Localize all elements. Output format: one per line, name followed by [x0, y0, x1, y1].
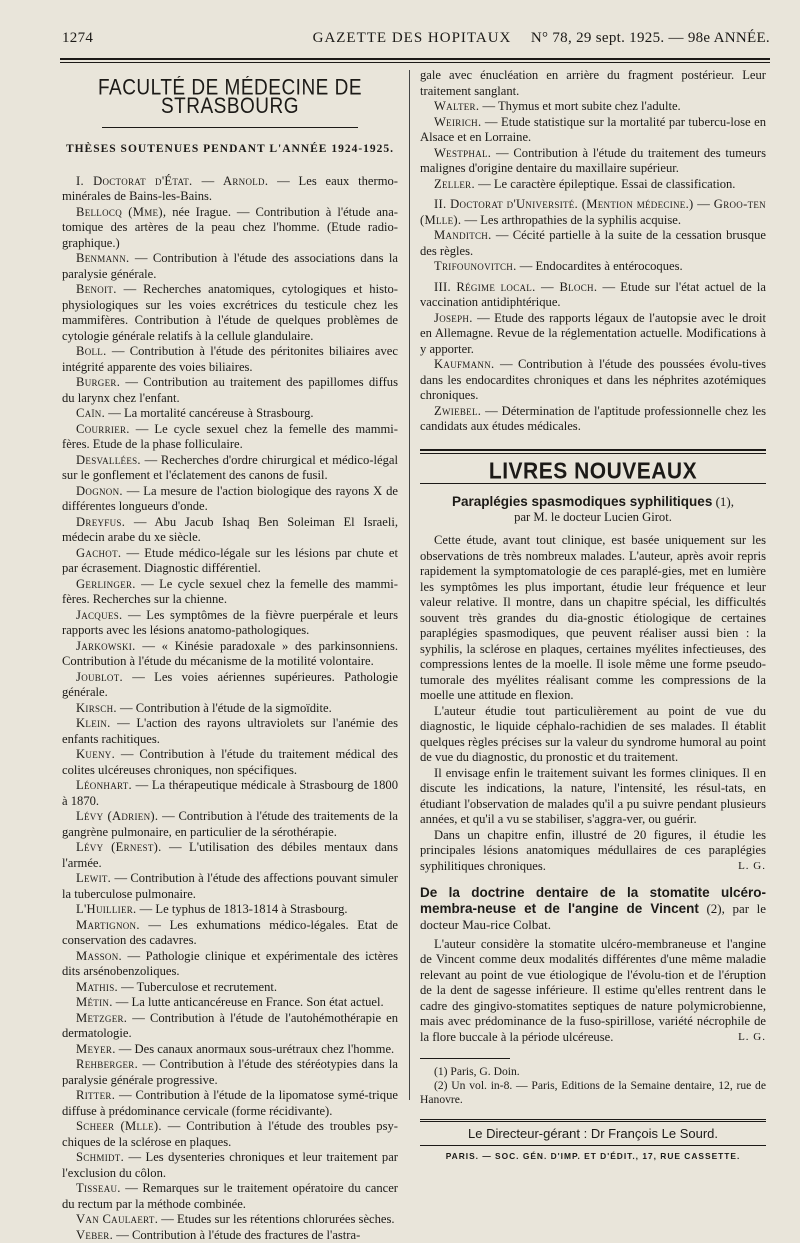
review-signature: L. G. — [420, 1030, 766, 1046]
thesis-author: Jacques. — [76, 608, 122, 622]
thesis-title: — Contribution à l'étude de la lipomatose symé-trique diffuse à prédominance cervicale (forme récidivante). — [62, 1088, 398, 1118]
thesis-entry — [62, 406, 398, 422]
review-paragraph: Cette étude, avant tout clinique, est basée uniquement sur les observations de très nombreux malades. L'auteur, après avoir repris rapidement la symptomatologie de ces paraplé-gies, met en lumière les symptômes les plus important, étudie leur fréquence et leur valeur relative. Il montre, dans un chapitre spécial, les difficultés souvent très grandes du dia-gnostic étiologique de certaines paraplégies spasmodiques, que peuvent réaliser aussi bien : la syphilis, la sclérose en plaques, certaines myélites infectieuses, des compressions lentes de la moelle. Il isole même une forme pseudo-tumorale des myélites réalisant comme les compressions de la moelle une attitude en flexion. — [420, 533, 766, 704]
thesis-entry — [420, 280, 766, 311]
thesis-title: — Remarques sur le traitement opératoire du cancer du rectum par la méthode combinée. — [62, 1181, 398, 1211]
thesis-entry — [62, 375, 398, 406]
thesis-entry — [62, 778, 398, 809]
thesis-title: — Etude des rapports légaux de l'autopsie avec le droit en Allemagne. Revue de la réglementation actuelle. Modifications à y apporter. — [420, 311, 766, 356]
thesis-title: — Endocardites à entérocoques. — [517, 259, 683, 273]
thesis-author: Desvallées. — [76, 453, 141, 467]
printer-imprint: PARIS. — SOC. GÉN. D'IMP. ET D'ÉDIT., 17, RUE CASSETTE. — [420, 1149, 766, 1165]
book2-review — [420, 937, 766, 1046]
page-header — [54, 28, 770, 52]
thesis-title: — La mortalité cancéreuse à Strasbourg. — [105, 406, 314, 420]
thesis-title: — Pathologie clinique et expérimentale des ictères dits arsénobenzoliques. — [62, 949, 398, 979]
thesis-entry — [62, 701, 398, 717]
thesis-entry — [62, 344, 398, 375]
thesis-author: Joseph. — [434, 311, 473, 325]
thesis-title: — Contribution au traitement des papillomes diffus du larynx chez l'enfant. — [62, 375, 398, 405]
directeur-gerant: Le Directeur-gérant : Dr François Le Sourd. — [420, 1126, 766, 1142]
thesis-title: — Contribution à l'étude des traitements de la gangrène pulmonaire, en particulier de la sérothérapie. — [62, 809, 398, 839]
book1-title: Paraplégies spasmodiques syphilitiques (1), — [420, 494, 766, 510]
thesis-author: Veber. — [76, 1228, 113, 1242]
thesis-title: — Les arthropathies de la syphilis acquise. — [461, 213, 681, 227]
thesis-author: Kaufmann. — [434, 357, 494, 371]
thesis-title: — Etude médico-légale sur les lésions par chute et par écrasement. Diagnostic différentiel. — [62, 546, 398, 576]
thesis-title: — Etude statistique sur la mortalité par tubercu-lose en Alsace et en Lorraine. — [420, 115, 766, 145]
thesis-author: Walter. — [434, 99, 479, 113]
thesis-entry — [62, 871, 398, 902]
thesis-title: — Thymus et mort subite chez l'adulte. — [479, 99, 680, 113]
thesis-author: Zwiebel. — [434, 404, 481, 418]
thesis-title: — Etudes sur les rétentions chlorurées sèches. — [158, 1212, 394, 1226]
thesis-author: Courrier. — [76, 422, 130, 436]
thesis-entry — [62, 995, 398, 1011]
right-column — [420, 68, 766, 1165]
thesis-entry — [62, 809, 398, 840]
thesis-author: Burger. — [76, 375, 120, 389]
thesis-entry — [62, 902, 398, 918]
thesis-entry — [420, 99, 766, 115]
theses-list — [62, 174, 398, 1243]
thesis-title: — Contribution à l'étude des fractures de l'astra- — [113, 1228, 360, 1242]
thesis-title: — Les exhumations médico-légales. Etat de conservation des cadavres. — [62, 918, 398, 948]
thesis-author: Lévy (Ernest). — [76, 840, 162, 854]
thesis-title: — Contribution à l'étude des stéréotypies dans la paralysie générale progressive. — [62, 1057, 398, 1087]
page-number: 1274 — [62, 30, 93, 47]
thesis-author: Van Caulaert. — [76, 1212, 158, 1226]
thesis-entry — [62, 747, 398, 778]
review-paragraph: L'auteur étudie tout particulièrement au point de vue du diagnostic, le liquide céphalo-rachidien de ses malades. Il établit quelques règles précises sur la valeur du syndrome humoral au point de vue du diagnostic, du pronostic et du traitement. — [420, 704, 766, 766]
thesis-title: — Cécité partielle à la suite de la cessation brusque des règles. — [420, 228, 766, 258]
thesis-author: III. Régime local. — Bloch. — [434, 280, 597, 294]
thesis-title: — Abu Jacub Ishaq Ben Soleiman El Israeli, médecin arabe du xe siècle. — [62, 515, 398, 545]
thesis-author: Klein. — [76, 716, 111, 730]
thesis-title: — Les symptômes de la fièvre puerpérale et leurs rapports avec les lésions anatomo-pathologiques. — [62, 608, 398, 638]
thesis-title: — Tuberculose et recrutement. — [118, 980, 277, 994]
section-rule — [420, 449, 766, 454]
thesis-entry — [420, 404, 766, 435]
thesis-title: — Le typhus de 1813-1814 à Strasbourg. — [137, 902, 348, 916]
column-separator — [409, 70, 410, 1100]
thesis-author: Dognon. — [76, 484, 123, 498]
thesis-author: Metzger. — [76, 1011, 127, 1025]
thesis-author: Dreyfus. — [76, 515, 125, 529]
thesis-entry — [62, 949, 398, 980]
thesis-title: — Contribution à l'étude des affections pouvant simuler la tuberculose pulmonaire. — [62, 871, 398, 901]
thesis-author: Joublot. — [76, 670, 123, 684]
thesis-entry — [62, 1057, 398, 1088]
directeur-rule-thin — [420, 1121, 766, 1122]
thesis-title: — Recherches anatomiques, cytologiques et histo-physiologiques sur les voies excrétrices du testicule chez les mammifères. Contribution à l'étude de quelques problèmes de cytologie générale relatifs à la cellule glandulaire. — [62, 282, 398, 343]
thesis-entry — [62, 1011, 398, 1042]
theses-list-continued — [420, 99, 766, 435]
thesis-entry — [62, 546, 398, 577]
thesis-entry — [62, 453, 398, 484]
thesis-title: — Recherches d'ordre chirurgical et médico-légal sur le gonflement et l'éclatement des canons de fusil. — [62, 453, 398, 483]
faculty-rule — [102, 127, 358, 128]
thesis-title: — La thérapeutique médicale à Strasbourg de 1800 à 1870. — [62, 778, 398, 808]
thesis-title: — Contribution à l'étude de la sigmoïdite. — [117, 701, 332, 715]
review-paragraph: Dans un chapitre enfin, illustré de 20 figures, il étudie les principales lésions anatomiques médullaires de ces paraplégies syphilitiques chroniques. — [420, 828, 766, 875]
faculty-title: FACULTÉ DE MÉDECINE DE STRASBOURG — [62, 80, 398, 116]
thesis-entry — [62, 205, 398, 252]
thesis-entry — [62, 251, 398, 282]
thesis-entry — [62, 716, 398, 747]
thesis-author: Benmann. — [76, 251, 129, 265]
thesis-author: Caïn. — [76, 406, 105, 420]
directeur-rule — [420, 1119, 766, 1120]
thesis-author: Métin. — [76, 995, 113, 1009]
thesis-entry — [62, 174, 398, 205]
thesis-title: — Le caractère épileptique. Essai de classification. — [475, 177, 736, 191]
thesis-author: Scheer (Mlle). — [76, 1119, 162, 1133]
thesis-author: Zeller. — [434, 177, 475, 191]
thesis-entry — [62, 1150, 398, 1181]
thesis-title: — Le cycle sexuel chez la femelle des mammi-fères. Recherches sur la chienne. — [62, 577, 398, 607]
review-paragraph: Il envisage enfin le traitement suivant les formes cliniques. Il en discute les indications, la nature, l'intensité, les résul-tats, en étudiant l'observation de malades qu'il a pu suivre pendant plusieurs années, et qu'il a vu se stabiliser, s'aggra-ver, ou guérir. — [420, 766, 766, 828]
journal-title: GAZETTE DES HOPITAUX — [54, 30, 770, 47]
thesis-title: — Le cycle sexuel chez la femelle des mammi-fères. Etude de la phase folliculaire. — [62, 422, 398, 452]
thesis-title: — Contribution à l'étude du traitement médical des colites ulcéreuses chroniques, non spécifiques. — [62, 747, 398, 777]
thesis-author: Lewit. — [76, 871, 111, 885]
thesis-author: Tisseau. — [76, 1181, 121, 1195]
thesis-entry — [62, 608, 398, 639]
thesis-author: Gachot. — [76, 546, 121, 560]
thesis-title: — L'action des rayons ultraviolets sur l'anémie des enfants rachitiques. — [62, 716, 398, 746]
thesis-author: Lévy (Adrien). — [76, 809, 158, 823]
thesis-entry — [62, 1228, 398, 1243]
thesis-title: — La mesure de l'action biologique des rayons X de différentes longueurs d'onde. — [62, 484, 398, 514]
thesis-author: Kirsch. — [76, 701, 117, 715]
thesis-title: — Les dysenteries chroniques et leur traitement par l'exclusion du côlon. — [62, 1150, 398, 1180]
thesis-author: Meyer. — [76, 1042, 116, 1056]
footnote-rule — [420, 1058, 510, 1059]
thesis-title: — Contribution à l'étude du traitement des tumeurs malignes d'origine dentaire du maxillaire supérieur. — [420, 146, 766, 176]
thesis-author: L'Huillier. — [76, 902, 137, 916]
thesis-author: Rehberger. — [76, 1057, 138, 1071]
footnote: (2) Un vol. in-8. — Paris, Editions de la Semaine dentaire, 12, rue de Hanovre. — [420, 1079, 766, 1107]
thesis-entry — [420, 357, 766, 404]
thesis-author: Manditch. — [434, 228, 492, 242]
thesis-author: Trifounovitch. — [434, 259, 517, 273]
thesis-author: I. Doctorat d'État. — Arnold. — [76, 174, 268, 188]
thesis-entry — [62, 422, 398, 453]
thesis-title: — Les eaux thermo-minérales de Bains-les-Bains. — [62, 174, 398, 204]
thesis-author: Boll. — [76, 344, 107, 358]
thesis-author: Benoit. — [76, 282, 117, 296]
book1-review — [420, 533, 766, 875]
thesis-title: — Contribution à l'étude de l'autohémothérapie en dermatologie. — [62, 1011, 398, 1041]
thesis-author: Martignon. — [76, 918, 140, 932]
book2-title: De la doctrine dentaire de la stomatite ulcéro-membra-neuse et de l'angine de Vincent (2), par le docteur Mau-rice Colbat. — [420, 885, 766, 933]
left-column — [62, 68, 398, 1243]
book1-author: par M. le docteur Lucien Girot. — [420, 510, 766, 526]
thesis-title: — La lutte anticancéreuse en France. Son état actuel. — [113, 995, 384, 1009]
footnote: (1) Paris, G. Doin. — [420, 1065, 766, 1079]
thesis-title: — Les voies aériennes supérieures. Pathologie générale. — [62, 670, 398, 700]
printer-rule — [420, 1145, 766, 1146]
thesis-entry — [62, 1119, 398, 1150]
thesis-entry — [62, 282, 398, 344]
header-rule-thin — [60, 62, 770, 63]
thesis-author: Bellocq (Mme), — [76, 205, 166, 219]
thesis-entry — [62, 515, 398, 546]
thesis-author: Léonhart. — [76, 778, 132, 792]
thesis-author: Masson. — [76, 949, 122, 963]
thesis-title: — L'utilisation des débiles mentaux dans l'armée. — [62, 840, 398, 870]
thesis-entry — [420, 146, 766, 177]
review-signature: L. G. — [420, 859, 766, 875]
thesis-entry — [62, 639, 398, 670]
thesis-entry — [420, 259, 766, 275]
thesis-author: Ritter. — [76, 1088, 115, 1102]
thesis-entry — [420, 197, 766, 228]
continuation-text: gale avec énucléation en arrière du fragment postérieur. Leur traitement sanglant. — [420, 68, 766, 99]
thesis-title: née Irague. — Contribution à l'étude ana-tomique des artères de la peau chez l'homme. (Etude radio-graphique.) — [62, 205, 398, 250]
thesis-entry — [62, 840, 398, 871]
thesis-author: II. Doctorat d'Université. (Mention médecine.) — Groo-ten (Mlle). — [420, 197, 766, 227]
thesis-entry — [62, 1088, 398, 1119]
thesis-entry — [62, 980, 398, 996]
thesis-entry — [420, 228, 766, 259]
thesis-author: Schmidt. — [76, 1150, 124, 1164]
thesis-entry — [62, 1212, 398, 1228]
thesis-entry — [62, 484, 398, 515]
issue-info: N° 78, 29 sept. 1925. — 98e ANNÉE. — [531, 30, 770, 47]
thesis-title: — Contribution à l'étude des associations dans la paralysie générale. — [62, 251, 398, 281]
thesis-entry — [420, 177, 766, 193]
thesis-entry — [62, 918, 398, 949]
thesis-entry — [62, 577, 398, 608]
thesis-title: — Des canaux anormaux sous-urétraux chez l'homme. — [116, 1042, 395, 1056]
thesis-author: Mathis. — [76, 980, 118, 994]
thesis-entry — [62, 1042, 398, 1058]
review-paragraph: L'auteur considère la stomatite ulcéro-membraneuse et l'angine de Vincent comme deux modalités différentes d'une même maladie relevant au point de vue étiologique de l'évolu-tion et de l'éruption de la dent de sagesse inférieure. Il estime qu'elles rentrent dans le cadre des gingivo-stomatites septiques de nature polymicrobienne, mais avec prédominance de la fuso-spirillose, variété nécrophile de la flore buccale à la période ulcéreuse. — [420, 937, 766, 1046]
thesis-author: Jarkowski. — [76, 639, 136, 653]
theses-title: THÈSES SOUTENUES PENDANT L'ANNÉE 1924-1925. — [62, 142, 398, 158]
thesis-author: Kueny. — [76, 747, 115, 761]
thesis-entry — [420, 115, 766, 146]
livres-title: LIVRES NOUVEAUX — [420, 463, 766, 480]
thesis-title: — Contribution à l'étude des péritonites biliaires avec intégrité apparente des voies biliaires. — [62, 344, 398, 374]
header-rule — [60, 58, 770, 60]
thesis-author: Weirich. — [434, 115, 481, 129]
thesis-entry — [62, 670, 398, 701]
thesis-entry — [62, 1181, 398, 1212]
thesis-title: — Etude sur l'état actuel de la vaccination antidiphtérique. — [420, 280, 766, 310]
thesis-author: Westphal. — [434, 146, 491, 160]
thesis-title: — « Kinésie paradoxale » des parkinsonniens. Contribution à l'étude du mécanisme de la motilité volontaire. — [62, 639, 398, 669]
thesis-entry — [420, 311, 766, 358]
thesis-title: — Contribution à l'étude des poussées évolu-tives dans les endocardites chroniques et dans les néphrites azotémiques chroniques. — [420, 357, 766, 402]
thesis-title: — Contribution à l'étude des troubles psy-chiques de la sclérose en plaques. — [62, 1119, 398, 1149]
thesis-title: — Détermination de l'aptitude professionnelle chez les candidats aux études médicales. — [420, 404, 766, 434]
thesis-author: Gerlinger. — [76, 577, 136, 591]
